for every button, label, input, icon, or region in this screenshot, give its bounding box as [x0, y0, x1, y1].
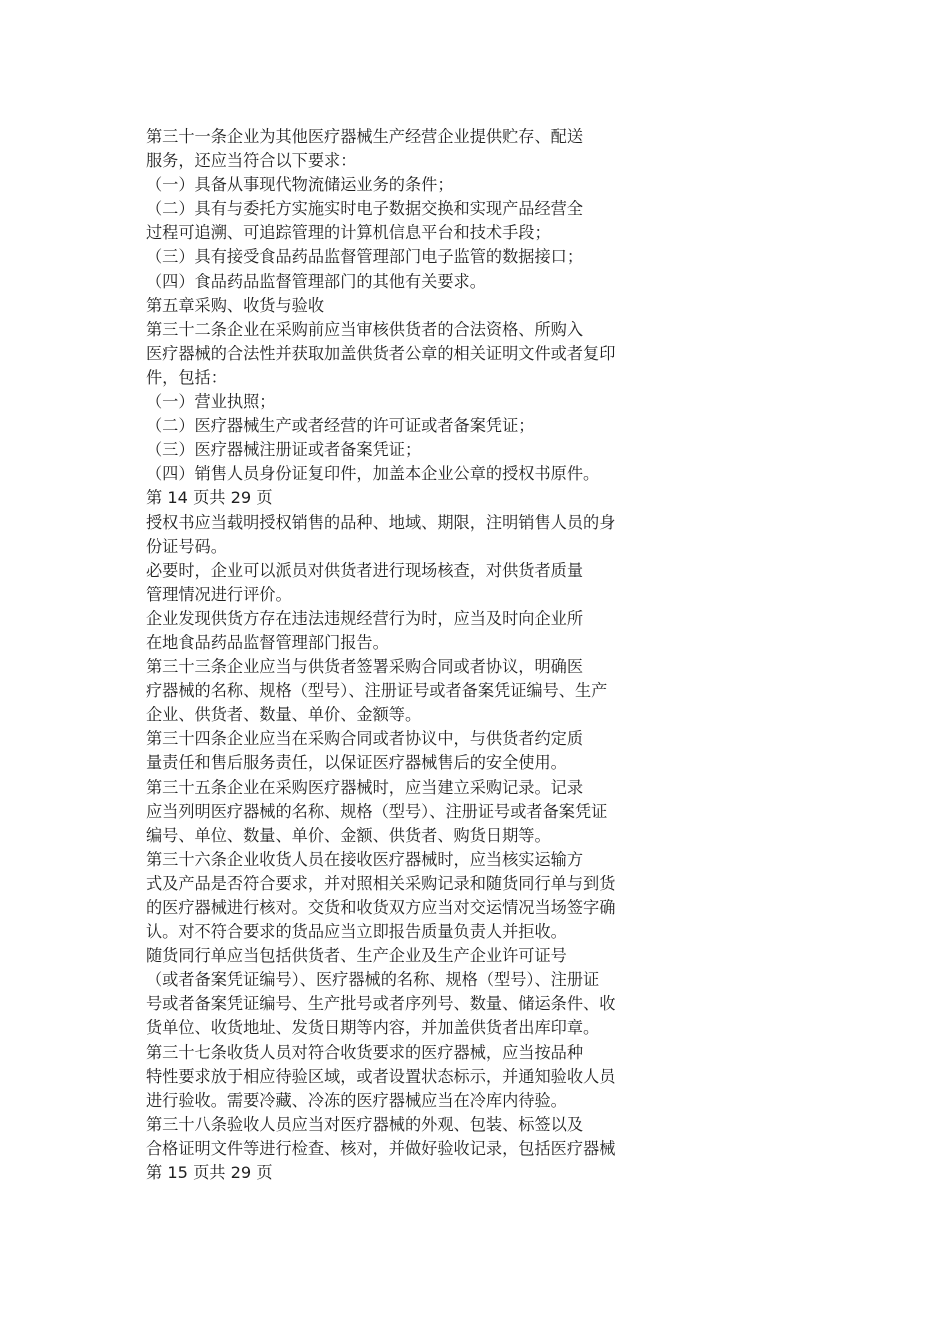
text-line: 编号、单位、数量、单价、金额、供货者、购货日期等。 [146, 825, 551, 845]
text-line: 特性要求放于相应待验区域，或者设置状态标示，并通知验收人员 [146, 1066, 616, 1086]
text-line: 企业发现供货方存在违法违规经营行为时，应当及时向企业所 [146, 608, 584, 628]
text-line: 第三十三条企业应当与供货者签署采购合同或者协议，明确医 [146, 657, 584, 677]
text-line: 式及产品是否符合要求，并对照相关采购记录和随货同行单与到货 [146, 873, 616, 893]
text-line: （二）医疗器械生产或者经营的许可证或者备案凭证； [146, 416, 535, 436]
text-line: 第三十二条企业在采购前应当审核供货者的合法资格、所购入 [146, 319, 584, 339]
text-line: 号或者备案凭证编号、生产批号或者序列号、数量、储运条件、收 [146, 994, 616, 1014]
text-line: （三）具有接受食品药品监督管理部门电子监管的数据接口； [146, 247, 584, 267]
text-line: （四）销售人员身份证复印件，加盖本企业公章的授权书原件。 [146, 464, 600, 484]
text-line: （或者备案凭证编号）、医疗器械的名称、规格（型号）、注册证 [146, 970, 600, 990]
text-line: 必要时，企业可以派员对供货者进行现场核查，对供货者质量 [146, 560, 584, 580]
text-line: 第三十四条企业应当在采购合同或者协议中，与供货者约定质 [146, 729, 584, 749]
text-line: 件，包括： [146, 367, 227, 387]
text-line: 份证号码。 [146, 536, 227, 556]
text-line: 授权书应当载明授权销售的品种、地域、期限，注明销售人员的身 [146, 512, 616, 532]
text-line: 随货同行单应当包括供货者、生产企业及生产企业许可证号 [146, 946, 567, 966]
text-line: 货单位、收货地址、发货日期等内容，并加盖供货者出库印章。 [146, 1018, 600, 1038]
text-line: 认。对不符合要求的货品应当立即报告质量负责人并拒收。 [146, 922, 567, 942]
chapter-heading: 第五章采购、收货与验收 [146, 295, 325, 315]
text-line: 量责任和售后服务责任，以保证医疗器械售后的安全使用。 [146, 753, 567, 773]
page-footer: 第 14 页共 29 页 [146, 488, 273, 508]
text-line: 服务，还应当符合以下要求： [146, 151, 357, 171]
text-line: 企业、供货者、数量、单价、金额等。 [146, 705, 422, 725]
text-line: （三）医疗器械注册证或者备案凭证； [146, 440, 422, 460]
text-line: （四）食品药品监督管理部门的其他有关要求。 [146, 271, 486, 291]
text-line: （一）具备从事现代物流储运业务的条件； [146, 175, 454, 195]
text-line: 管理情况进行评价。 [146, 584, 292, 604]
text-line: 的医疗器械进行核对。交货和收货双方应当对交运情况当场签字确 [146, 898, 616, 917]
text-line: 过程可追溯、可追踪管理的计算机信息平台和技术手段； [146, 223, 551, 243]
text-line: 在地食品药品监督管理部门报告。 [146, 632, 389, 652]
text-line: 第三十七条收货人员对符合收货要求的医疗器械，应当按品种 [146, 1042, 584, 1062]
text-line: 应当列明医疗器械的名称、规格（型号）、注册证号或者备案凭证 [146, 801, 608, 821]
text-line: 合格证明文件等进行检查、核对，并做好验收记录，包括医疗器械 [146, 1138, 616, 1158]
text-line: （一）营业执照； [146, 392, 276, 412]
document-body [146, 125, 646, 1185]
text-line: 进行验收。需要冷藏、冷冻的医疗器械应当在冷库内待验。 [146, 1090, 567, 1110]
text-line: 第三十一条企业为其他医疗器械生产经营企业提供贮存、配送 [146, 127, 584, 146]
text-line: 医疗器械的合法性并获取加盖供货者公章的相关证明文件或者复印 [146, 343, 616, 363]
text-line: 第三十八条验收人员应当对医疗器械的外观、包装、标签以及 [146, 1114, 584, 1134]
text-line: 第三十五条企业在采购医疗器械时，应当建立采购记录。记录 [146, 777, 584, 797]
text-line: （二）具有与委托方实施实时电子数据交换和实现产品经营全 [146, 199, 584, 219]
text-line: 第三十六条企业收货人员在接收医疗器械时，应当核实运输方 [146, 849, 584, 869]
page-footer: 第 15 页共 29 页 [146, 1163, 273, 1183]
text-line: 疗器械的名称、规格（型号）、注册证号或者备案凭证编号、生产 [146, 681, 608, 701]
